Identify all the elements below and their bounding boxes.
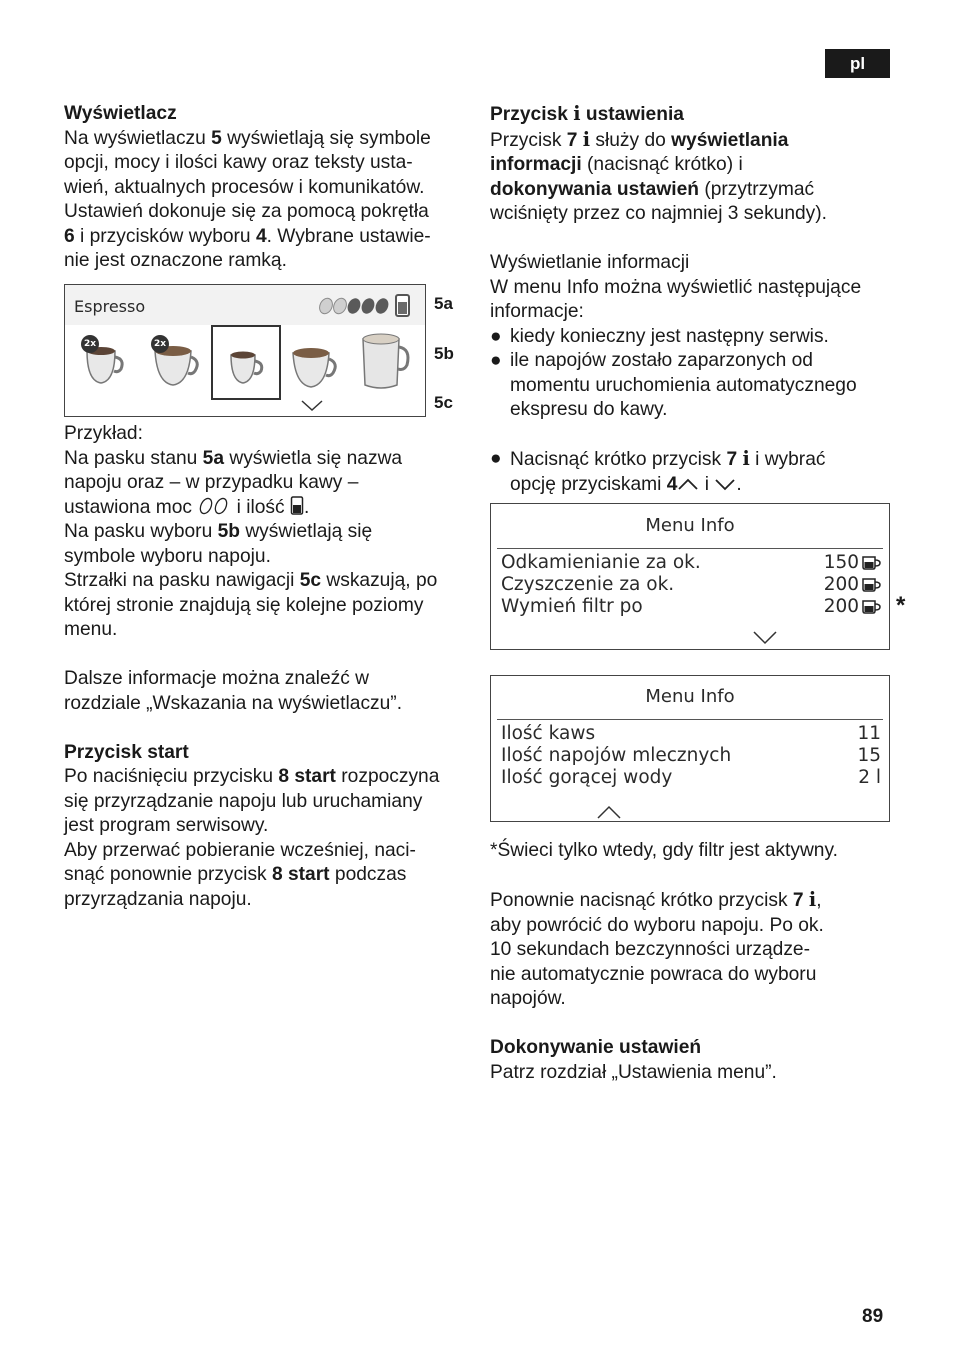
text-line: dokonywania ustawień (przytrzymać (490, 178, 815, 200)
display-paragraph-line: opcji, mocy i ilości kawy oraz teksty usta- (64, 152, 413, 173)
text-line: menu. (64, 619, 118, 640)
text-line: snąć ponownie przycisk 8 start podczas (64, 864, 407, 885)
chevron-up-icon[interactable] (597, 805, 621, 819)
list-item: ● Nacisnąć krótko przycisk 7 i i wybrać opcję przyciskami 4 i . (490, 447, 900, 497)
menu-row: Ilość gorącej wody 2 l (501, 767, 881, 788)
page-number: 89 (862, 1306, 884, 1327)
label-5c: 5c (434, 393, 453, 412)
text-line: przyrządzania napoju. (64, 888, 252, 910)
language-badge: pl (825, 49, 890, 78)
menu-row: Wymień filtr po 200 (501, 596, 881, 618)
display-paragraph-line: wień, aktualnych procesów i komunikatów. (64, 176, 425, 198)
start-heading: Przycisk start (64, 741, 189, 763)
text-line: nie automatycznie powraca do wyboru (490, 963, 817, 985)
display-paragraph-line: 6 i przycisków wyboru 4. Wybrane ustawie- (64, 225, 431, 247)
menu-row: Ilość kaws 11 (501, 723, 881, 744)
bullet: ● (490, 325, 502, 347)
display-heading: Wyświetlacz (64, 103, 177, 124)
text-line: której stronie znajdują się kolejne poziomy (64, 594, 424, 616)
mug-icon (357, 329, 413, 395)
text-line: symbole wyboru napoju. (64, 545, 271, 567)
info-icon: i (582, 127, 591, 151)
menu-title: Menu Info (645, 686, 735, 707)
text-line: W menu Info można wyświetlić następujące (490, 276, 862, 298)
text-line: napoju oraz – w przypadku kawy – (64, 472, 359, 493)
drink-option-mug[interactable] (357, 329, 413, 399)
double-badge: 2x (81, 335, 99, 353)
chevron-up-icon (677, 477, 699, 491)
drink-option-double-espresso[interactable] (77, 333, 129, 395)
right-column (490, 102, 900, 497)
drink-name: Espresso (74, 297, 146, 316)
divider (497, 719, 883, 720)
strength-and-volume-icons (319, 293, 419, 319)
asterisk-mark: * (896, 592, 906, 619)
text-line: rozdziale „Wskazania na wyświetlaczu”. (64, 692, 403, 714)
text-line: informacje: (490, 301, 584, 322)
cup-volume-icon (290, 496, 304, 516)
cup-icon (287, 337, 341, 393)
footnote: *Świeci tylko wtedy, gdy filtr jest aktywny. (490, 840, 838, 861)
bullet: ● (490, 350, 502, 371)
drink-option-espresso[interactable] (223, 341, 269, 395)
display-paragraph-line: Na wyświetlaczu 5 wyświetlają się symbole (64, 127, 431, 149)
text-line: Aby przerwać pobieranie wcześniej, naci- (64, 839, 416, 861)
menu-row: Czyszczenie za ok. 200 (501, 574, 881, 596)
show-info-heading: Wyświetlanie informacji (490, 252, 690, 273)
text-line: informacji (nacisnąć krótko) i (490, 154, 743, 175)
status-bar (65, 285, 425, 325)
cup-icon (223, 341, 269, 391)
text-line: Przycisk 7 i służy do wyświetlania (490, 127, 789, 151)
chevron-down-icon (714, 477, 736, 491)
text-line: 10 sekundach bezczynności urządze- (490, 939, 810, 960)
list-item: ● kiedy konieczny jest następny serwis. (490, 325, 900, 350)
display-paragraph-line: Ustawień dokonuje się za pomocą pokrętła (64, 201, 429, 222)
left-column-lower (64, 422, 474, 912)
text-line: Strzałki na pasku nawigacji 5c wskazują, po (64, 570, 438, 591)
text-line: Patrz rozdział „Ustawienia menu”. (490, 1061, 777, 1083)
cup-icon (861, 599, 881, 615)
text-line: wciśnięty przez co najmniej 3 sekundy). (490, 203, 827, 224)
menu-info-counters (490, 675, 890, 822)
bullet: ● (490, 448, 502, 469)
list-item: ● ile napojów zostało zaparzonych od momentu uruchomienia automatycznego ekspresu do kawy. (490, 349, 900, 423)
text-line: Ponownie nacisnąć krótko przycisk 7 i, (490, 888, 822, 911)
settings-heading: Dokonywanie ustawień (490, 1037, 702, 1058)
text-line: Dalsze informacje można znaleźć w (64, 668, 369, 689)
label-5b: 5b (434, 344, 454, 363)
chevron-down-icon[interactable] (753, 631, 777, 645)
display-figure (64, 284, 426, 417)
right-column-lower (490, 839, 900, 1085)
display-paragraph-line: nie jest oznaczone ramką. (64, 250, 287, 271)
text-line: Na pasku wyboru 5b wyświetlają się (64, 521, 373, 542)
info-icon: i (573, 102, 581, 125)
text-line: ustawiona moc i ilość . (64, 496, 310, 518)
text-line: Po naciśnięciu przycisku 8 start rozpoczyna (64, 766, 440, 787)
drink-option-double-coffee[interactable] (147, 333, 203, 395)
text-line: się przyrządzanie napoju lub uruchamiany (64, 790, 423, 812)
info-icon: i (808, 888, 817, 911)
info-icon: i (742, 447, 750, 470)
text-line: Na pasku stanu 5a wyświetla się nazwa (64, 447, 403, 469)
text-line: napojów. (490, 988, 566, 1009)
menu-title: Menu Info (645, 515, 735, 536)
text-line: jest program serwisowy. (64, 815, 269, 836)
menu-info-service (490, 503, 890, 650)
cup-icon (861, 577, 881, 593)
drink-option-coffee[interactable] (287, 337, 341, 397)
divider (497, 548, 883, 549)
info-heading: Przycisk i ustawienia (490, 102, 684, 125)
menu-row: Odkamienianie za ok. 150 (501, 552, 881, 574)
chevron-down-icon[interactable] (301, 400, 323, 412)
label-5a: 5a (434, 294, 453, 313)
text-line: aby powrócić do wyboru napoju. Po ok. (490, 914, 824, 936)
left-column (64, 102, 474, 274)
double-badge: 2x (151, 335, 169, 353)
example-heading: Przykład: (64, 423, 143, 444)
cup-icon (861, 555, 881, 571)
menu-row: Ilość napojów mlecznych 15 (501, 745, 881, 766)
strength-icon (197, 496, 231, 516)
